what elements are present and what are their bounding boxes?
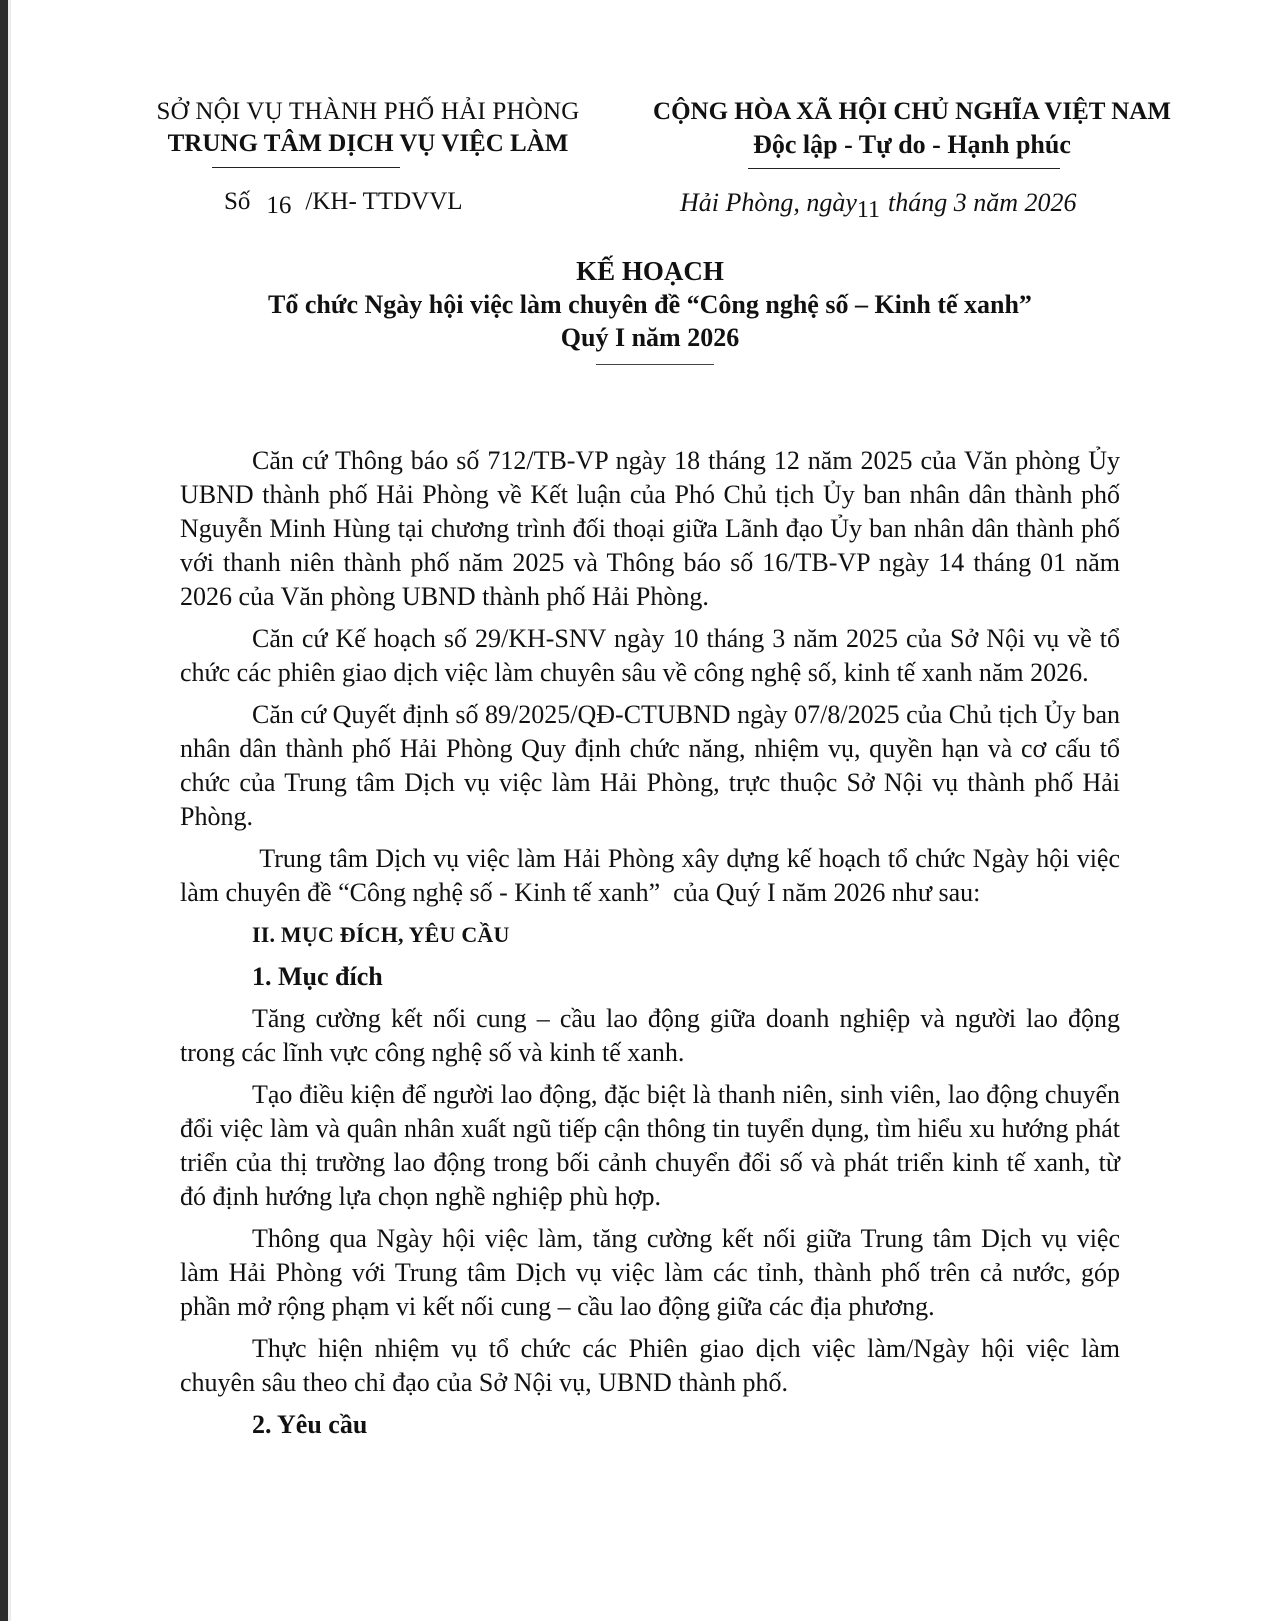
- issuing-unit: TRUNG TÂM DỊCH VỤ VIỆC LÀM: [167, 130, 569, 157]
- national-motto: Độc lập - Tự do - Hạnh phúc: [753, 130, 1071, 159]
- date-suffix: tháng 3 năm 2026: [888, 188, 1077, 217]
- legal-basis-paragraph: Căn cứ Kế hoạch số 29/KH-SNV ngày 10 tháng 3 năm 2025 của Sở Nội vụ về tổ chức các phiên giao dịch việc làm chuyên sâu về công nghệ số, kinh tế xanh năm 2026.: [180, 624, 1120, 687]
- date-prefix: Hải Phòng, ngày: [680, 188, 857, 217]
- title-subject: Tổ chức Ngày hội việc làm chuyên đề “Công nghệ số – Kinh tế xanh”: [268, 290, 1032, 319]
- parent-organization: SỞ NỘI VỤ THÀNH PHỐ HẢI PHÒNG: [156, 98, 580, 125]
- title-underline: [596, 364, 714, 365]
- doc-number-suffix: /KH- TTDVVL: [305, 188, 463, 215]
- motto-underline: [748, 168, 1060, 169]
- legal-basis-paragraph: Căn cứ Quyết định số 89/2025/QĐ-CTUBND ngày 07/8/2025 của Chủ tịch Ủy ban nhân dân thành phố Hải Phòng Quy định chức năng, nhiệm vụ, quyền hạn và cơ cấu tổ chức của Trung tâm Dịch vụ việc làm Hải Phòng, trực thuộc Sở Nội vụ thành phố Hải Phòng.: [180, 700, 1120, 831]
- date-day: 11: [856, 197, 881, 223]
- doc-number-value: 16: [266, 192, 292, 219]
- title-main: KẾ HOẠCH: [576, 256, 724, 286]
- issuing-agency-block: [118, 96, 618, 160]
- issue-date: [680, 188, 1077, 223]
- purpose-paragraph: Thông qua Ngày hội việc làm, tăng cường kết nối giữa Trung tâm Dịch vụ việc làm Hải Phòng với Trung tâm Dịch vụ việc làm các tỉnh, thành phố trên cả nước, góp phần mở rộng phạm vi kết nối cung – cầu lao động giữa các địa phương.: [180, 1224, 1120, 1321]
- document-number: [224, 188, 463, 219]
- section-heading: II. MỤC ĐÍCH, YÊU CẦU: [252, 922, 510, 947]
- purpose-paragraph: Tăng cường kết nối cung – cầu lao động giữa doanh nghiệp và người lao động trong các lĩnh vực công nghệ số và kinh tế xanh.: [180, 1004, 1120, 1067]
- purpose-paragraph: Tạo điều kiện để người lao động, đặc biệt là thanh niên, sinh viên, lao động chuyển đổi việc làm và quân nhân xuất ngũ tiếp cận thông tin tuyển dụng, tìm hiểu xu hướng phát triển của thị trường lao động trong bối cảnh chuyển đổi số và phát triển kinh tế xanh, từ đó định hướng lựa chọn nghề nghiệp phù hợp.: [180, 1080, 1120, 1211]
- subsection-heading-purpose: 1. Mục đích: [252, 962, 383, 991]
- purpose-paragraph: Thực hiện nhiệm vụ tổ chức các Phiên giao dịch việc làm/Ngày hội việc làm chuyên sâu theo chỉ đạo của Sở Nội vụ, UBND thành phố.: [180, 1334, 1120, 1397]
- country-name: CỘNG HÒA XÃ HỘI CHỦ NGHĨA VIỆT NAM: [653, 98, 1171, 125]
- document-body: [180, 444, 1127, 1450]
- intro-paragraph: Trung tâm Dịch vụ việc làm Hải Phòng xây dựng kế hoạch tổ chức Ngày hội việc làm chuyên đề “Công nghệ số - Kinh tế xanh” của Quý I năm 2026 như sau:: [180, 844, 1127, 907]
- doc-number-prefix: Số: [224, 188, 251, 215]
- legal-basis-paragraph: Căn cứ Thông báo số 712/TB-VP ngày 18 tháng 12 năm 2025 của Văn phòng Ủy UBND thành phố Hải Phòng về Kết luận của Phó Chủ tịch Ủy ban nhân dân thành phố Nguyễn Minh Hùng tại chương trình đối thoại giữa Lãnh đạo Ủy ban nhân dân thành phố với thanh niên thành phố năm 2025 và Thông báo số 16/TB-VP ngày 14 tháng 01 năm 2026 của Văn phòng UBND thành phố Hải Phòng.: [180, 446, 1120, 611]
- agency-underline: [212, 167, 400, 168]
- subsection-heading-requirements: 2. Yêu cầu: [252, 1410, 368, 1439]
- national-motto-block: [612, 96, 1212, 162]
- document-title: [150, 254, 1150, 354]
- title-period: Quý I năm 2026: [560, 323, 740, 352]
